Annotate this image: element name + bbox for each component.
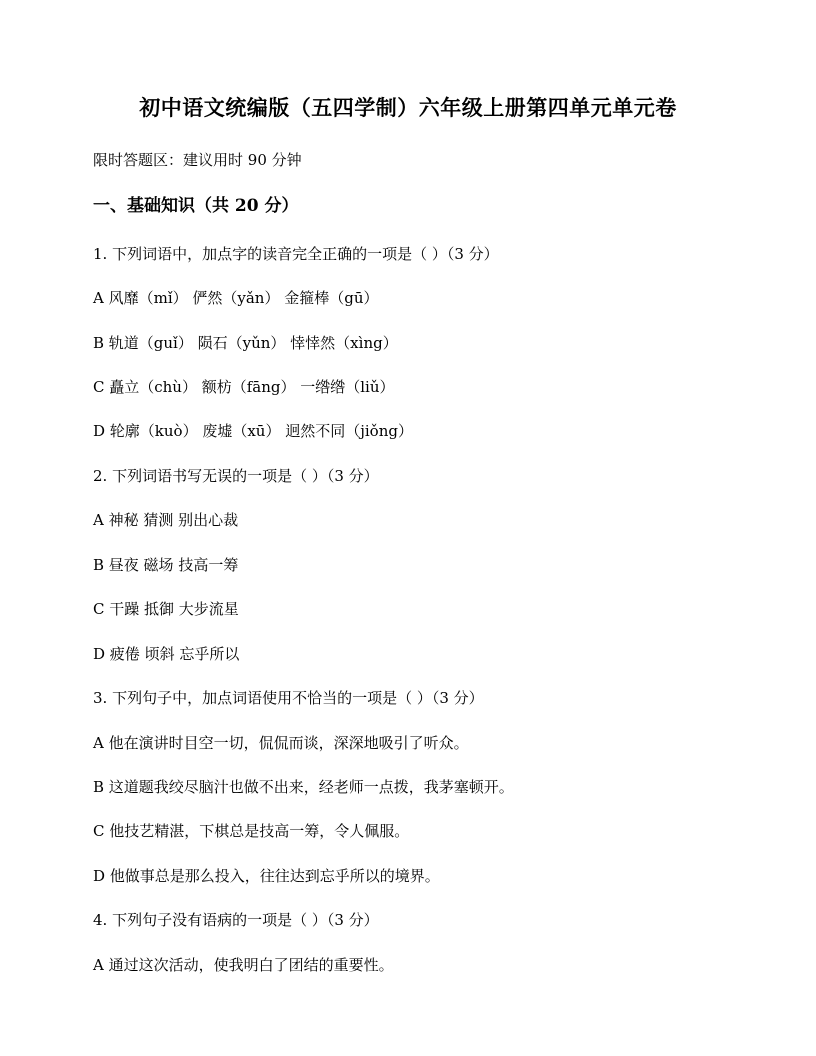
question-2-option-b: B 昼夜 磁场 技高一筹 bbox=[93, 556, 239, 574]
question-3-option-a: A 他在演讲时目空一切，侃侃而谈，深深地吸引了听众。 bbox=[93, 734, 469, 752]
question-3-option-c: C 他技艺精湛，下棋总是技高一筹，令人佩服。 bbox=[93, 822, 410, 840]
question-4-option-a: A 通过这次活动，使我明白了团结的重要性。 bbox=[93, 956, 394, 974]
question-2-stem: 2. 下列词语书写无误的一项是（ ）（3 分） bbox=[93, 467, 379, 485]
question-2-option-a: A 神秘 猜测 别出心裁 bbox=[93, 511, 239, 529]
question-3-option-d: D 他做事总是那么投入，往往达到忘乎所以的境界。 bbox=[93, 867, 440, 885]
question-2-option-d: D 疲倦 顷斜 忘乎所以 bbox=[93, 645, 240, 663]
question-1-option-a: A 风靡（mǐ） 俨然（yǎn） 金箍棒（gū） bbox=[93, 289, 379, 307]
question-1-option-c: C 矗立（chù） 额枋（fāng） 一绺绺（liǔ） bbox=[93, 378, 395, 396]
question-1-option-d: D 轮廓（kuò） 废墟（xū） 迥然不同（jiǒng） bbox=[93, 422, 413, 440]
time-note: 限时答题区：建议用时 90 分钟 bbox=[93, 151, 302, 169]
question-1-stem: 1. 下列词语中，加点字的读音完全正确的一项是（ ）（3 分） bbox=[93, 245, 499, 263]
section-heading: 一、基础知识（共 20 分） bbox=[93, 196, 299, 216]
question-1-option-b: B 轨道（guǐ） 陨石（yǔn） 悻悻然（xìng） bbox=[93, 334, 398, 352]
question-4-stem: 4. 下列句子没有语病的一项是（ ）（3 分） bbox=[93, 911, 379, 929]
question-2-option-c: C 干躁 抵御 大步流星 bbox=[93, 600, 239, 618]
question-3-stem: 3. 下列句子中，加点词语使用不恰当的一项是（ ）（3 分） bbox=[93, 689, 484, 707]
document-title: 初中语文统编版（五四学制）六年级上册第四单元单元卷 bbox=[139, 95, 677, 120]
question-3-option-b: B 这道题我绞尽脑汁也做不出来，经老师一点拨，我茅塞顿开。 bbox=[93, 778, 514, 796]
